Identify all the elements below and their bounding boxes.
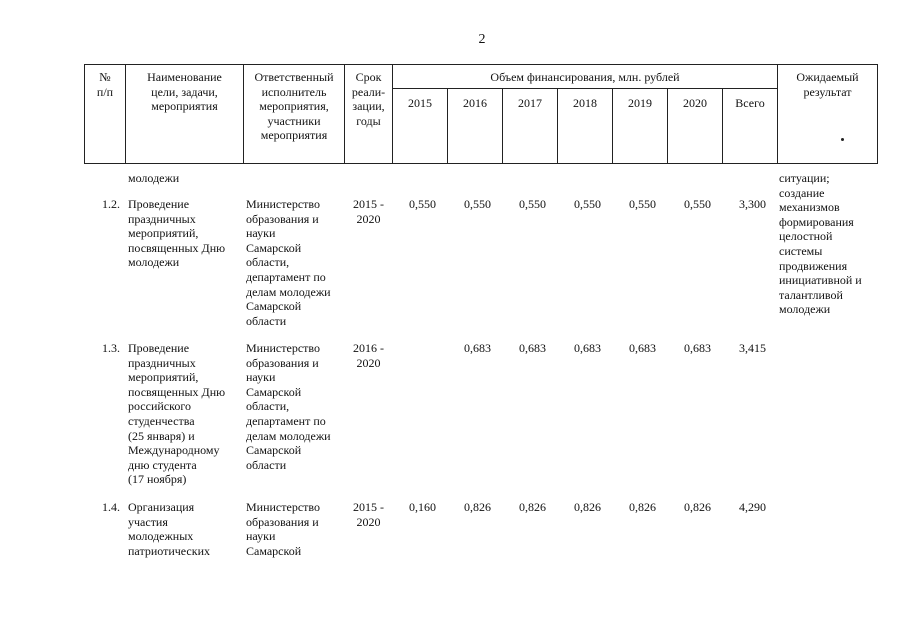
page-number: 2 bbox=[478, 32, 486, 47]
row-value-2019: 0,826 bbox=[629, 500, 656, 514]
row-number: 1.3. bbox=[102, 341, 120, 355]
row-value-2019: 0,550 bbox=[629, 197, 656, 211]
header-year-2019: 2019 bbox=[628, 96, 652, 110]
carryover-name: молодежи bbox=[128, 171, 180, 185]
grid-line-bottom bbox=[84, 163, 878, 164]
header-responsible: Ответственный исполнитель мероприятия, участники мероприятия bbox=[254, 70, 334, 143]
row-name: Проведение праздничных мероприятий, посвященных Дню молодежи bbox=[128, 197, 226, 270]
row-value-2020: 0,826 bbox=[684, 500, 711, 514]
row-value-2015: 0,550 bbox=[409, 197, 436, 211]
header-num: № п/п bbox=[96, 70, 114, 99]
row-name: Организация участия молодежных патриотических bbox=[128, 500, 210, 558]
grid-line-funding bbox=[392, 88, 777, 89]
row-responsible: Министерство образования и науки Самарской области, департамент по делам молодежи Самарской области bbox=[246, 341, 331, 472]
row-value-total: 3,300 bbox=[739, 197, 766, 211]
row-value-2017: 0,826 bbox=[519, 500, 546, 514]
row-value-2016: 0,683 bbox=[464, 341, 491, 355]
bullet-dot bbox=[841, 138, 844, 141]
carryover-result: ситуации; создание механизмов формирования целостной системы продвижения инициативной и талантливой молодежи bbox=[779, 171, 862, 317]
row-responsible: Министерство образования и науки Самарской bbox=[246, 500, 320, 558]
row-responsible: Министерство образования и науки Самарской области, департамент по делам молодежи Самарской области bbox=[246, 197, 331, 328]
header-year-2018: 2018 bbox=[573, 96, 597, 110]
grid-line-top bbox=[84, 64, 878, 65]
row-number: 1.4. bbox=[102, 500, 120, 514]
row-term: 2015 - 2020 bbox=[353, 197, 384, 226]
row-value-2016: 0,826 bbox=[464, 500, 491, 514]
row-name: Проведение праздничных мероприятий, посвященных Дню российского студенчества (25 января) и Международному дню студента (17 ноября) bbox=[128, 341, 226, 487]
row-value-2019: 0,683 bbox=[629, 341, 656, 355]
header-name: Наименование цели, задачи, мероприятия bbox=[147, 70, 222, 114]
header-funding: Объем финансирования, млн. рублей bbox=[490, 70, 680, 84]
header-total: Всего bbox=[735, 96, 765, 110]
row-value-2020: 0,550 bbox=[684, 197, 711, 211]
row-number: 1.2. bbox=[102, 197, 120, 211]
header-year-2015: 2015 bbox=[408, 96, 432, 110]
row-value-2017: 0,550 bbox=[519, 197, 546, 211]
header-term: Срок реали- зации, годы bbox=[351, 70, 386, 128]
row-value-2015: 0,160 bbox=[409, 500, 436, 514]
row-term: 2016 - 2020 bbox=[353, 341, 384, 370]
row-value-total: 4,290 bbox=[739, 500, 766, 514]
row-term: 2015 - 2020 bbox=[353, 500, 384, 529]
row-value-2017: 0,683 bbox=[519, 341, 546, 355]
row-value-2016: 0,550 bbox=[464, 197, 491, 211]
grid-line-v12 bbox=[877, 64, 878, 164]
row-value-2020: 0,683 bbox=[684, 341, 711, 355]
header-year-2020: 2020 bbox=[683, 96, 707, 110]
row-value-2018: 0,683 bbox=[574, 341, 601, 355]
header-year-2016: 2016 bbox=[463, 96, 487, 110]
row-value-2018: 0,550 bbox=[574, 197, 601, 211]
row-value-2018: 0,826 bbox=[574, 500, 601, 514]
header-result: Ожидаемый результат bbox=[796, 70, 859, 99]
row-value-total: 3,415 bbox=[739, 341, 766, 355]
header-year-2017: 2017 bbox=[518, 96, 542, 110]
